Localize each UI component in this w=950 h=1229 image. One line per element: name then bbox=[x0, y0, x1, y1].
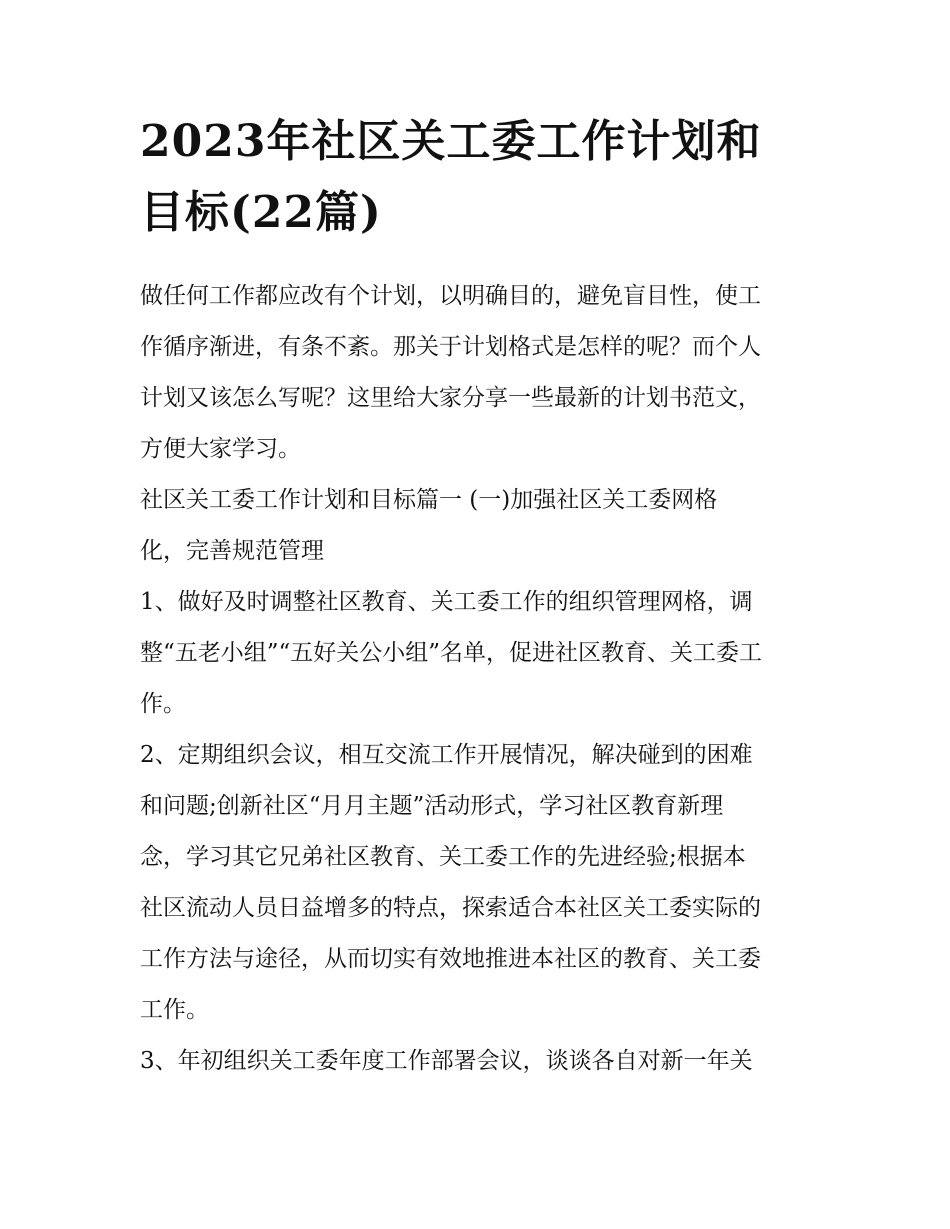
text-line: 工作方法与途径，从而切实有效地推进本社区的教育、关工委 bbox=[140, 946, 761, 972]
text-line: 做任何工作都应改有个计划，以明确目的，避免盲目性，使工 bbox=[140, 283, 761, 309]
document-body bbox=[140, 271, 816, 1087]
title-line: 2023年社区关工委工作计划和 bbox=[140, 116, 762, 167]
text-line: 和问题;创新社区“月月主题”活动形式，学习社区教育新理 bbox=[140, 793, 724, 819]
paragraph-section-heading bbox=[140, 475, 816, 577]
text-line: 整“五老小组”“五好关公小组”名单，促进社区教育、关工委工 bbox=[140, 640, 763, 666]
paragraph-intro bbox=[140, 271, 816, 475]
text-line: 化，完善规范管理 bbox=[140, 538, 324, 564]
text-line: 3、年初组织关工委年度工作部署会议，谈谈各自对新一年关 bbox=[140, 1048, 753, 1074]
text-line: 1、做好及时调整社区教育、关工委工作的组织管理网格，调 bbox=[140, 589, 753, 615]
text-line: 方便大家学习。 bbox=[140, 436, 301, 462]
text-line: 作。 bbox=[140, 691, 186, 717]
text-line: 2、定期组织会议，相互交流工作开展情况，解决碰到的困难 bbox=[140, 742, 753, 768]
paragraph-item-2 bbox=[140, 730, 816, 1036]
text-line: 社区流动人员日益增多的特点，探索适合本社区关工委实际的 bbox=[140, 895, 761, 921]
text-line: 作循序渐进，有条不紊。那关于计划格式是怎样的呢？而个人 bbox=[140, 334, 761, 360]
paragraph-item-1 bbox=[140, 577, 816, 730]
title-line: 目标(22篇) bbox=[140, 187, 382, 238]
text-line: 社区关工委工作计划和目标篇一 (一)加强社区关工委网格 bbox=[140, 487, 718, 513]
text-line: 念，学习其它兄弟社区教育、关工委工作的先进经验;根据本 bbox=[140, 844, 746, 870]
paragraph-item-3 bbox=[140, 1036, 816, 1087]
text-line: 计划又该怎么写呢？这里给大家分享一些最新的计划书范文， bbox=[140, 385, 761, 411]
text-line: 工作。 bbox=[140, 997, 209, 1023]
document-title bbox=[140, 112, 816, 243]
document-page bbox=[140, 112, 816, 1087]
